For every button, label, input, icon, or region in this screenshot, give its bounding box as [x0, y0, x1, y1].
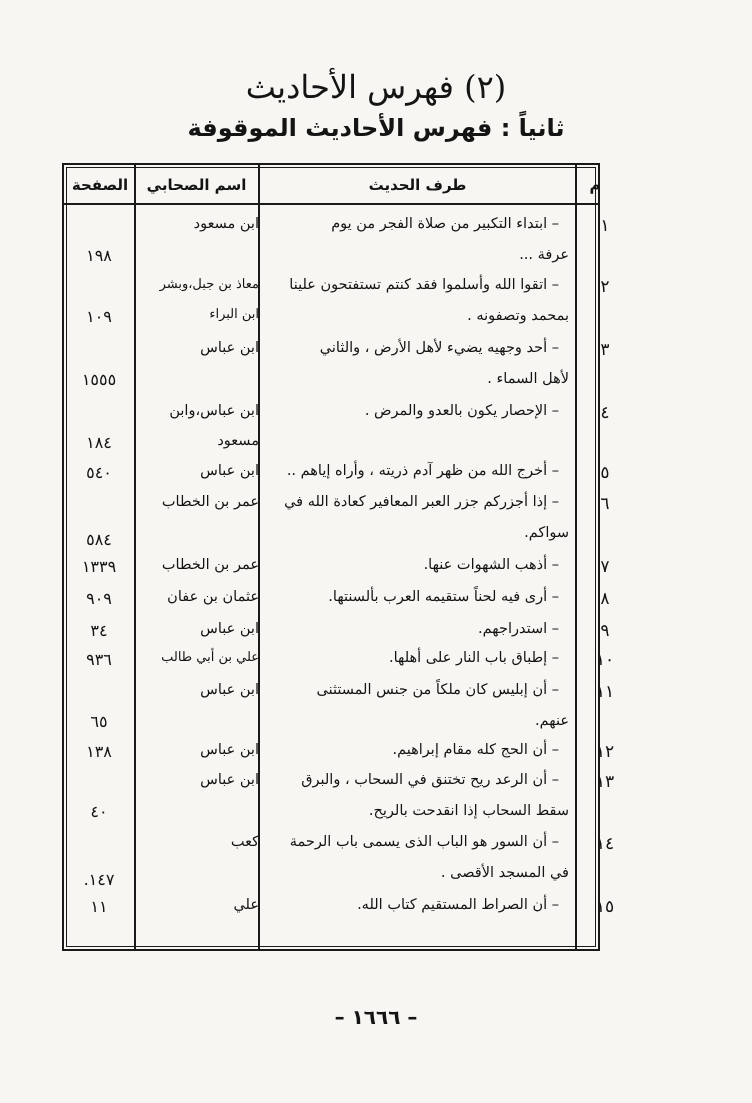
page-ref: ٥٤٠: [86, 463, 112, 482]
sahabi-name: ابن عباس: [200, 621, 259, 637]
row-number: ١٥: [595, 897, 615, 917]
page-title: (٢) فهرس الأحاديث: [245, 68, 507, 106]
hadith-text: – ابتداء التكبير من صلاة الفجر من يوم: [331, 216, 559, 232]
header-page: الصفحة: [71, 176, 129, 194]
row-number: ٤: [600, 403, 610, 423]
page-ref: ٩٣٦: [86, 650, 112, 669]
sahabi-name: ابن عباس: [200, 463, 259, 479]
page-number: – ١٦٦٦ –: [334, 1005, 418, 1029]
sahabi-name: ابن عباس: [200, 742, 259, 758]
header-divider: [62, 203, 600, 205]
page-ref: ١٨٤: [86, 433, 112, 452]
sahabi-name: ابن البراء: [209, 307, 259, 322]
hadith-text: لأهل السماء .: [487, 371, 569, 387]
row-number: ١٣: [595, 772, 615, 792]
row-number: ٥: [600, 463, 610, 483]
hadith-text: – أن الرعد ريح تختنق في السحاب ، والبرق: [301, 772, 559, 788]
header-sahabi: اسم الصحابي: [146, 176, 247, 194]
page-ref: ١٠٩: [86, 307, 112, 326]
page-ref: ١٩٨: [86, 246, 112, 265]
hadith-text: – الإحصار يكون بالعدو والمرض .: [364, 403, 559, 419]
hadith-text: – أخرج الله من ظهر آدم ذريته ، وأراه إياهم ..: [286, 463, 559, 479]
hadith-text: – أذهب الشهوات عنها.: [423, 557, 559, 573]
hadith-text: – اتقوا الله وأسلموا فقد كنتم تستفتحون علينا: [289, 277, 559, 293]
page-ref: ٣٤: [90, 621, 108, 640]
row-number: ١٠: [595, 650, 615, 670]
sahabi-name: علي بن أبي طالب: [161, 650, 259, 665]
row-number: ٨: [600, 589, 610, 609]
sahabi-name: ابن عباس: [200, 772, 259, 788]
page-ref: ١٣٣٩: [81, 557, 117, 576]
page-ref: ٤٠: [90, 802, 108, 821]
page-ref: ٩٠٩: [86, 589, 112, 608]
hadith-text: عرفة ...: [519, 247, 569, 263]
hadith-text: سقط السحاب إذا انقدحت بالريح.: [368, 803, 569, 819]
sahabi-name: علي: [233, 897, 259, 913]
hadith-text: – إطباق باب النار على أهلها.: [389, 650, 559, 666]
hadith-text: عنهم.: [535, 713, 569, 729]
row-number: ٩: [600, 621, 610, 641]
sahabi-name: ابن عباس: [200, 682, 259, 698]
hadith-text: – أن السور هو الباب الذى يسمى باب الرحمة: [289, 834, 559, 850]
hadith-text: – أن الحج كله مقام إبراهيم.: [392, 742, 559, 758]
sahabi-name: معاذ بن جبل،وبشر: [159, 277, 259, 292]
row-number: ٢: [600, 277, 610, 297]
page-ref: ١٤٧.: [83, 870, 115, 889]
page-ref: ١٣٨: [86, 742, 112, 761]
row-number: ١٢: [595, 742, 615, 762]
page-ref: ٥٨٤: [86, 530, 112, 549]
row-number: ١١: [595, 682, 615, 702]
hadith-text: – أحد وجهيه يضيء لأهل الأرض ، والثاني: [319, 340, 559, 356]
page-subtitle: ثانياً : فهرس الأحاديث الموقوفة: [187, 114, 565, 142]
sahabi-name: عمر بن الخطاب: [161, 557, 259, 573]
row-number: ١٤: [595, 834, 615, 854]
row-number: ٣: [600, 340, 610, 360]
column-divider-num: [575, 163, 577, 951]
sahabi-name: ابن مسعود: [193, 216, 259, 232]
sahabi-name: مسعود: [217, 433, 259, 449]
header-num: م: [589, 176, 601, 194]
sahabi-name: عثمان بن عفان: [167, 589, 259, 605]
row-number: ٧: [600, 557, 610, 577]
row-number: ٦: [600, 494, 610, 514]
hadith-text: – أن الصراط المستقيم كتاب الله.: [357, 897, 559, 913]
row-number: ١: [600, 216, 610, 236]
sahabi-name: كعب: [230, 834, 259, 850]
hadith-text: في المسجد الأقصى .: [440, 865, 569, 881]
column-divider-sahabi: [134, 163, 136, 951]
sahabi-name: ابن عباس: [200, 340, 259, 356]
page-ref: ١١: [90, 897, 108, 916]
page-ref: ٦٥: [90, 712, 108, 731]
hadith-text: بمحمد وتصفونه .: [467, 308, 569, 324]
hadith-text: – أن إبليس كان ملكاً من جنس المستثنى: [316, 682, 559, 698]
hadith-text: – استدراجهم.: [478, 621, 559, 637]
hadith-text: سواكم.: [524, 525, 569, 541]
header-hadith: طرف الحديث: [368, 176, 467, 194]
sahabi-name: ابن عباس،وابن: [169, 403, 259, 419]
sahabi-name: عمر بن الخطاب: [161, 494, 259, 510]
hadith-text: – أرى فيه لحناً ستقيمه العرب بألسنتها.: [328, 589, 559, 605]
page-ref: ١٥٥٥: [81, 370, 117, 389]
hadith-text: – إذا أجزركم جزر العبر المعافير كعادة الله في: [284, 494, 559, 510]
